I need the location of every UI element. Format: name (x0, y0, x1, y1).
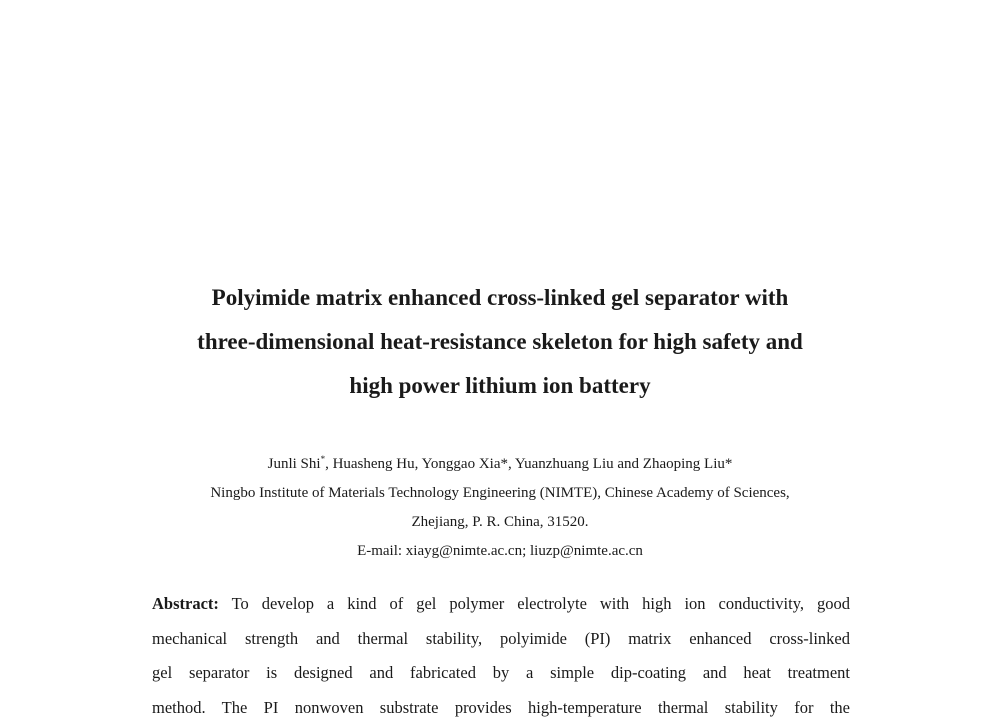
email-line: E-mail: xiayg@nimte.ac.cn; liuzp@nimte.ac.cn (0, 537, 1000, 566)
abstract-label: Abstract: (152, 594, 219, 613)
title-line: Polyimide matrix enhanced cross-linked gel separator with (0, 276, 1000, 320)
abstract-text: To develop a kind of gel polymer electrolyte with high ion conductivity, good (219, 594, 850, 613)
title-line: three-dimensional heat-resistance skeleton for high safety and (0, 320, 1000, 364)
author-block (0, 450, 1000, 566)
affiliation-line: Zhejiang, P. R. China, 31520. (0, 508, 1000, 537)
first-author: Junli Shi (268, 456, 321, 472)
abstract-line: gel separator is designed and fabricated by a simple dip-coating and heat treatment (152, 656, 850, 691)
abstract-line: method. The PI nonwoven substrate provides high-temperature thermal stability for the (152, 691, 850, 725)
author-list (0, 450, 1000, 479)
abstract-line: mechanical strength and thermal stability, polyimide (PI) matrix enhanced cross-linked (152, 622, 850, 657)
corresponding-mark: * (321, 454, 326, 464)
paper-title (0, 276, 1000, 408)
affiliation-line: Ningbo Institute of Materials Technology Engineering (NIMTE), Chinese Academy of Sciences, (0, 479, 1000, 508)
abstract (152, 587, 850, 725)
title-line: high power lithium ion battery (0, 364, 1000, 408)
abstract-line (152, 587, 850, 622)
other-authors: , Huasheng Hu, Yonggao Xia*, Yuanzhuang Liu and Zhaoping Liu* (325, 456, 732, 472)
